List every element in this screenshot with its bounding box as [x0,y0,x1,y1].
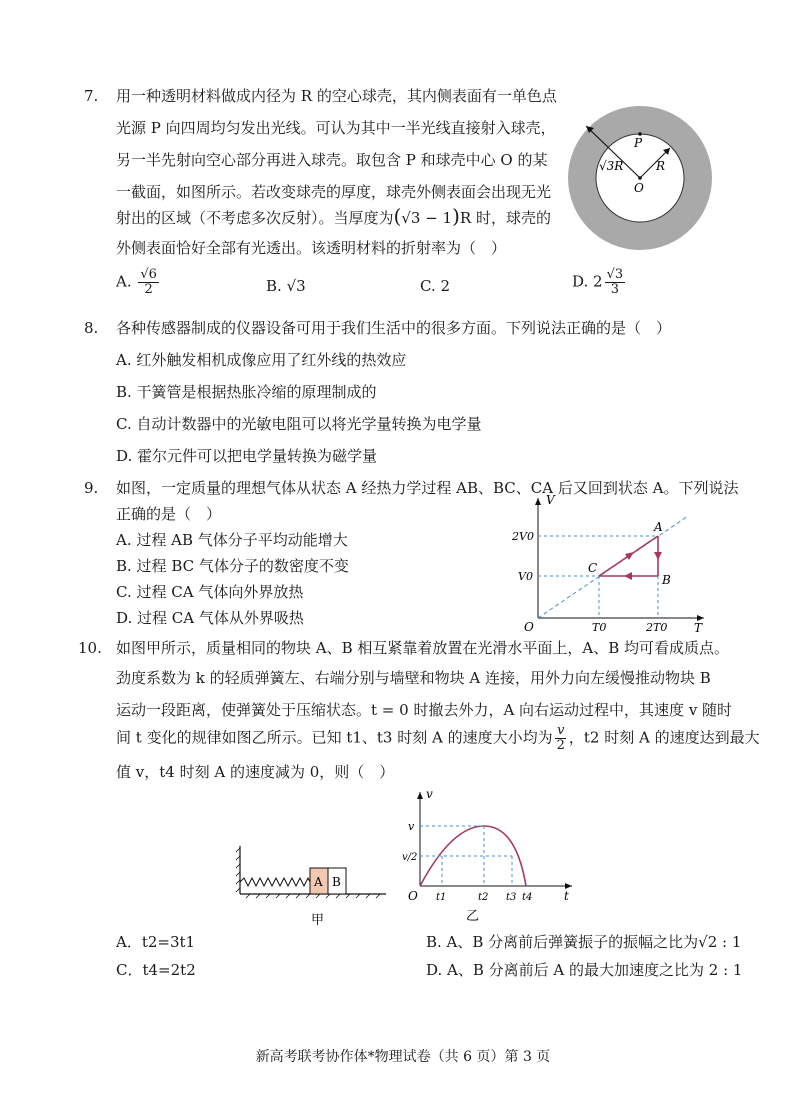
block-b-label: B [332,875,341,889]
q7-shell-figure [566,104,716,254]
q8-option-b: B. 干簧管是根据热胀冷缩的原理制成的 [116,383,377,401]
v-axis-label: v [426,787,433,801]
q7-option-b-value: √3 [286,277,306,295]
v-axis-arrow [535,498,541,505]
q7-line-4: 一截面，如图所示。若改变球壳的厚度，球壳外侧表面会出现无光 [116,183,552,201]
t-axis-label: t [564,889,569,903]
label-p: P [634,136,643,150]
q8-option-a: A. 红外触发相机成像应用了红外线的热效应 [116,351,407,369]
tick-2v0: 2V0 [512,530,534,543]
v-axis-arrow [417,792,423,799]
q9-number: 9. [84,479,99,497]
q7-option-a-num: √6 [140,267,157,282]
q10-line-1: 如图甲所示，质量相同的物块 A、B 相互紧靠着放置在光滑水平面上，A、B 均可看成质点。 [116,639,730,657]
q10-line-2: 劲度系数为 k 的轻质弹簧左、右端分别与墙壁和物块 A 连接，用外力向左缓慢推动物块 B [116,669,711,687]
label-r: R [656,159,666,173]
q10-line-3: 运动一段距离，使弹簧处于压缩状态。t = 0 时撤去外力，A 向右运动过程中，其速度 v 随时 [116,701,733,719]
q7-option-d-num: √3 [606,267,624,282]
point-c-label: C [588,561,598,575]
tick-2t0: 2T0 [646,621,668,634]
q10-option-a: A．t2=3t1 [116,933,196,951]
q10-option-b: B. A、B 分离前后弹簧振子的振幅之比为√2 : 1 [426,933,742,951]
v-axis-label: V [546,494,555,507]
q7-option-b [266,276,306,296]
fig-jia-caption: 甲 [311,913,325,928]
q7-number: 7. [84,87,99,105]
q10-frac-den: 2 [556,738,565,753]
q7-option-a [116,268,161,297]
q9-option-b: B. 过程 BC 气体分子的数密度不变 [116,557,349,575]
tick-v0: V0 [518,570,533,583]
q10-vt-graph [400,786,580,930]
tick-t4: t4 [522,892,533,903]
q7-thickness: √3 − 1 [401,209,453,227]
q7-option-c [420,276,450,296]
q7-option-c-value: 2 [440,277,451,295]
q9-option-c: C. 过程 CA 气体向外界放热 [116,583,304,601]
q8-stem: 各种传感器制成的仪器设备可用于我们生活中的很多方面。下列说法正确的是（ ） [116,319,672,337]
wall-hatch [236,848,240,892]
tick-t0: T0 [592,621,607,634]
q8-option-d: D. 霍尔元件可以把电学量转换为磁学量 [116,447,378,465]
q7-line-3: 另一半先射向空心部分再进入球壳。取包含 P 和球壳中心 O 的某 [116,151,548,169]
q10-frac-num: v [557,723,565,738]
q7-line-5: 射出的区域（不考虑多次反射）。当厚度为(√3 − 1)R 时，球壳的 [116,204,551,228]
label-outer-radius: √3R [599,159,624,173]
q7-option-b-label: B. [266,277,282,295]
page-footer: 新高考联考协作体*物理试卷（共 6 页）第 3 页 [255,1049,551,1065]
q7-option-d-label: D. [572,272,589,291]
arrow-ca [625,552,634,560]
point-a-label: A [654,520,663,534]
q7-option-d-den: 3 [610,282,620,297]
tick-v: v [408,820,415,833]
tick-t1: t1 [436,892,447,903]
q9-stem-2: 正确的是（ ） [116,505,222,523]
q10-number: 10. [78,639,102,657]
point-b-label: B [662,573,671,587]
q7-option-a-den: 2 [144,282,153,297]
q7-line-5-post: R 时，球壳的 [459,209,551,227]
q9-vt-graph [508,494,708,634]
tick-t2: t2 [478,892,489,903]
q7-line-6: 外侧表面恰好全部有光透出。该透明材料的折射率为（ ） [116,239,507,257]
q10-option-c: C．t4=2t2 [116,961,196,979]
t-axis-label: T [694,621,703,634]
origin-label: O [524,620,534,634]
tick-t3: t3 [506,892,517,903]
q8-option-c: C. 自动计数器中的光敏电阻可以将光学量转换为电学量 [116,415,482,433]
q10-spring-figure [236,840,396,930]
q7-line-5-pre: 射出的区域（不考虑多次反射）。当厚度为 [116,209,394,227]
q7-option-a-label: A. [116,272,132,291]
q7-option-d-coef: 2 [593,272,603,291]
tick-vhalf: v/2 [402,852,418,863]
q10-line-4-post: ，t2 时刻 A 的速度达到最大 [568,728,760,747]
q9-stem-1: 如图，一定质量的理想气体从状态 A 经热力学过程 AB、BC、CA 后又回到状态 A。下列说法 [116,479,739,497]
fig-yi-caption: 乙 [466,909,480,924]
q7-line-1: 用一种透明材料做成内径为 R 的空心球壳，其内侧表面有一单色点 [116,87,557,105]
arrow-ab [654,552,662,560]
spring [240,878,310,886]
origin-label: O [408,889,418,903]
q7-line-2: 光源 P 向四周均匀发出光线。可认为其中一半光线直接射入球壳， [116,119,556,137]
label-o: O [634,181,644,195]
q7-option-d [572,268,627,297]
q9-option-d: D. 过程 CA 气体从外界吸热 [116,609,304,627]
block-a-label: A [314,875,323,889]
arrow-bc [624,572,632,580]
q7-option-c-label: C. [420,277,436,295]
q10-line-5: 值 v，t4 时刻 A 的速度减为 0，则（ ） [116,763,395,781]
q10-line-4 [116,724,760,753]
q10-line-4-pre: 间 t 变化的规律如图乙所示。已知 t1、t3 时刻 A 的速度大小均为 [116,728,553,747]
q8-number: 8. [84,319,99,337]
q10-option-d: D. A、B 分离前后 A 的最大加速度之比为 2 : 1 [426,961,743,979]
q9-option-a: A. 过程 AB 气体分子平均动能增大 [116,531,348,549]
